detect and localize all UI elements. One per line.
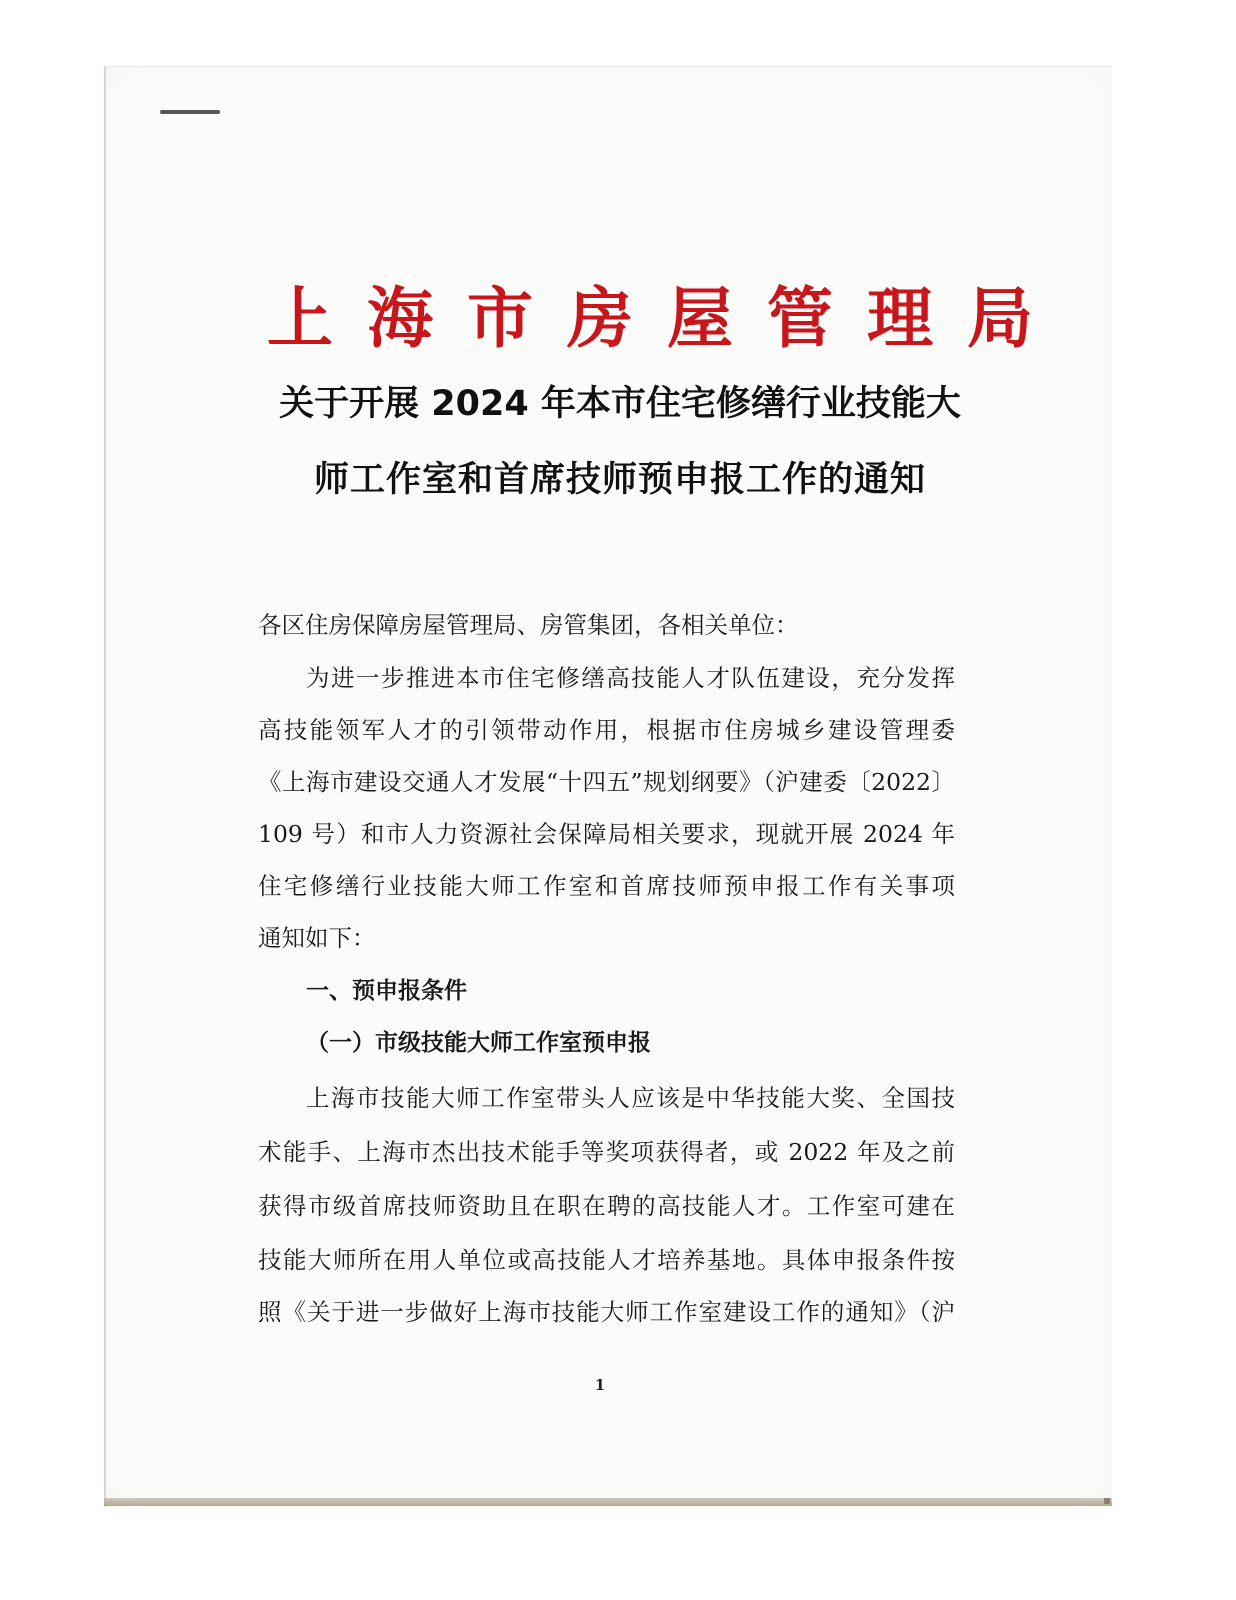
page-bottom-edge <box>104 1498 1112 1506</box>
document-title-line-1: 关于开展 2024 年本市住宅修缮行业技能大 <box>279 384 961 424</box>
subsection-heading: （一）市级技能大师工作室预申报 <box>306 1030 651 1056</box>
body-line: 上海市技能大师工作室带头人应该是中华技能大奖、全国技 <box>306 1084 955 1112</box>
body-line: 通知如下： <box>258 924 376 952</box>
body-line: 为进一步推进本市住宅修缮高技能人才队伍建设，充分发挥 <box>306 664 955 692</box>
body-line: 高技能领军人才的引领带动作用，根据市住房城乡建设管理委 <box>258 716 955 744</box>
body-line: 照《关于进一步做好上海市技能大师工作室建设工作的通知》（沪 <box>258 1298 955 1326</box>
corner-dash-mark <box>160 110 220 114</box>
scan-mark <box>1104 1498 1110 1504</box>
body-line: 住宅修缮行业技能大师工作室和首席技师预申报工作有关事项 <box>258 872 955 900</box>
document-title-line-2: 师工作室和首席技师预申报工作的通知 <box>313 460 926 500</box>
body-line: 109 号）和市人力资源社会保障局相关要求，现就开展 2024 年 <box>258 820 955 848</box>
body-line: 术能手、上海市杰出技术能手等奖项获得者，或 2022 年及之前 <box>258 1138 955 1166</box>
issuing-agency-title: 上海市房屋管理局 <box>267 279 1067 357</box>
section-heading: 一、预申报条件 <box>306 978 467 1004</box>
page-number: 1 <box>594 1376 606 1394</box>
body-line: 技能大师所在用人单位或高技能人才培养基地。具体申报条件按 <box>258 1246 955 1274</box>
body-line: 《上海市建设交通人才发展“十四五”规划纲要》（沪建委〔2022〕 <box>258 768 955 796</box>
body-line: 获得市级首席技师资助且在职在聘的高技能人才。工作室可建在 <box>258 1192 955 1220</box>
salutation: 各区住房保障房屋管理局、房管集团，各相关单位： <box>258 611 799 639</box>
